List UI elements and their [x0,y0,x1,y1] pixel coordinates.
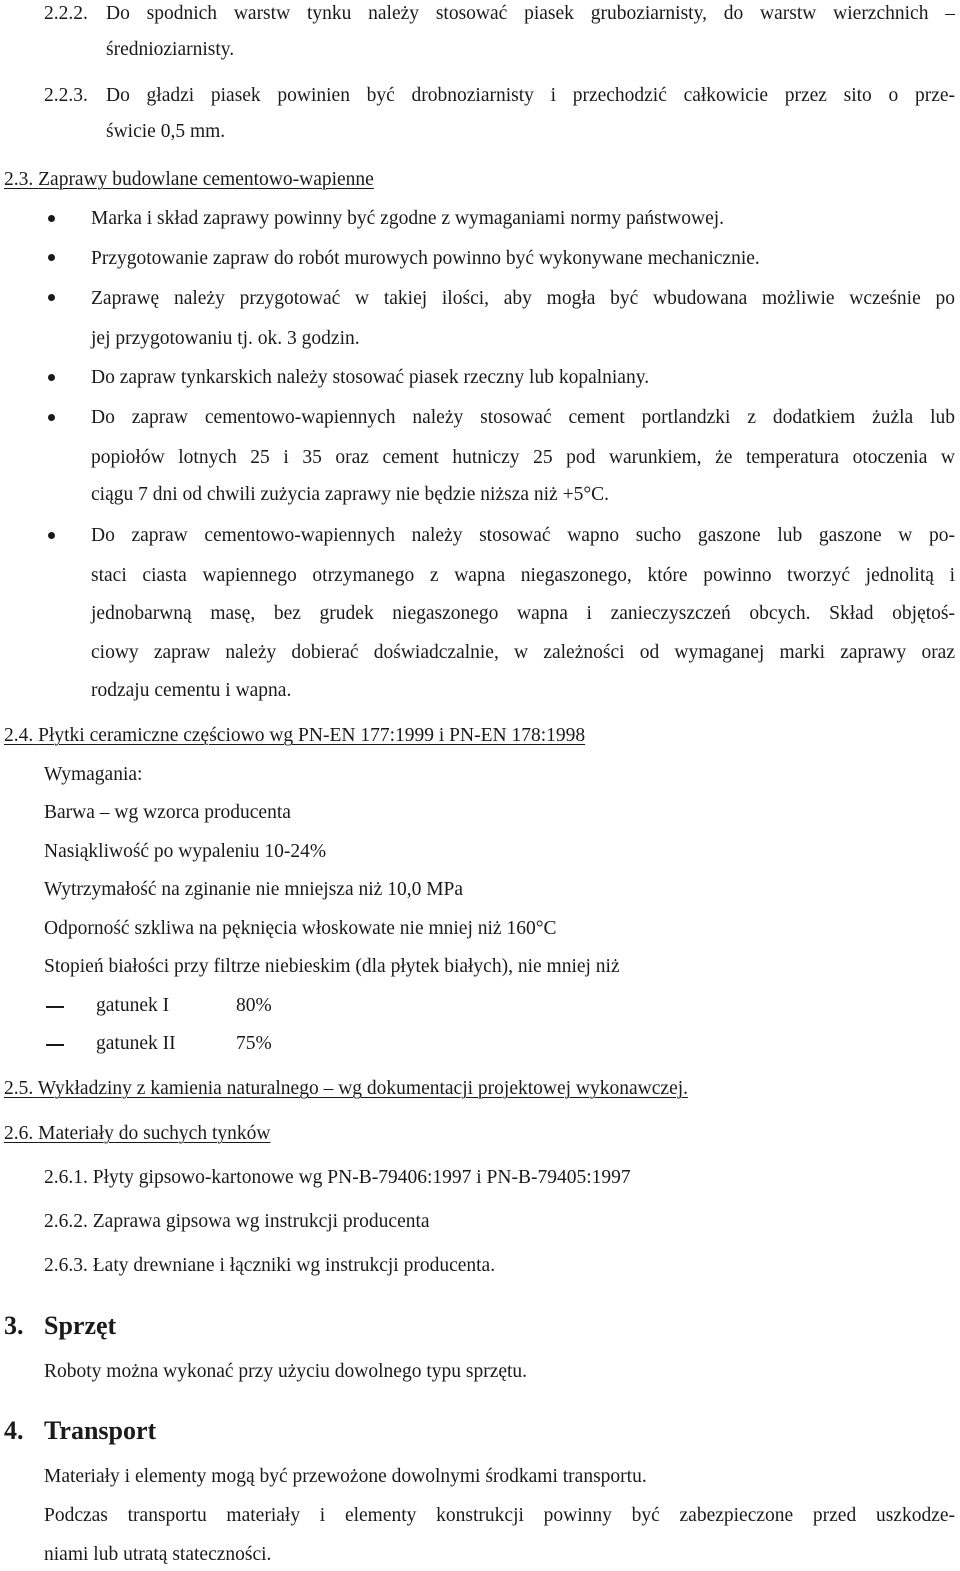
bullet-icon [48,215,55,222]
grade-name: gatunek II [96,1033,176,1054]
requirement-line: Barwa – wg wzorca producenta [44,802,291,823]
paragraph: Materiały i elementy mogą być przewożone dowolnymi środkami transportu. [44,1466,647,1487]
list-item-line: ciągu 7 dni od chwili zużycia zaprawy nie będzie niższa niż +5°C. [91,484,610,505]
section-heading [4,1124,270,1144]
section-title: Materiały do suchych tynków [38,1123,271,1144]
bullet-icon [48,532,55,539]
chapter-number: 3. [4,1311,24,1340]
sub-item: 2.6.3. Łaty drewniane i łączniki wg instrukcji producenta. [44,1255,496,1276]
bullet-icon [48,414,55,421]
chapter-number: 4. [4,1416,24,1445]
section-heading [4,170,374,190]
chapter-title: Transport [44,1416,157,1445]
grade-name: gatunek I [96,995,170,1016]
paragraph-line: średnioziarnisty. [106,39,235,60]
grade-value: 80% [236,995,272,1016]
paragraph-line: Do gładzi piasek powinien być drobnoziarnisty i przechodzić całkowicie przez sito o prze- [106,85,955,106]
section-number: 2.2.2. [44,3,88,24]
section-number: 2.6. [4,1123,34,1144]
section-number: 2.4. [4,725,34,746]
requirement-line: Odporność szkliwa na pęknięcia włoskowate nie mniej niż 160°C [44,918,557,939]
section-title: Płytki ceramiczne częściowo wg PN-EN 177:1999 i PN-EN 178:1998 [38,725,586,746]
section-number: 2.5. [4,1078,34,1099]
list-item: Zaprawę należy przygotować w takiej ilości, aby mogła być wbudowana możliwie wcześnie po [91,288,955,309]
list-item: Przygotowanie zapraw do robót murowych powinno być wykonywane mechanicznie. [91,248,760,269]
paragraph: Roboty można wykonać przy użyciu dowolnego typu sprzętu. [44,1361,528,1382]
bullet-icon [48,254,55,261]
grade-value: 75% [236,1033,272,1054]
paragraph-line: świcie 0,5 mm. [106,121,226,142]
section-heading [4,1079,688,1099]
paragraph-line: Podczas transportu materiały i elementy konstrukcji powinny być zabezpieczone przed uszkodze- [44,1505,955,1526]
requirements-label: Wymagania: [44,764,143,785]
requirement-line: Stopień białości przy filtrze niebieskim (dla płytek białych), nie mniej niż [44,956,620,977]
list-item-line: jej przygotowaniu tj. ok. 3 godzin. [91,328,360,349]
list-item-line: ciowy zapraw należy dobierać doświadczalnie, w zależności od wymaganej marki zaprawy oraz [91,642,955,663]
list-item-line: popiołów lotnych 25 i 35 oraz cement hutniczy 25 pod warunkiem, że temperatura otoczenia w [91,447,955,468]
list-item-line: staci ciasta wapiennego otrzymanego z wapna niegaszonego, które powinno tworzyć jednolitą i [91,565,955,586]
paragraph-line: niami lub utratą stateczności. [44,1544,272,1565]
list-item: Do zapraw cementowo-wapiennych należy stosować cement portlandzki z dodatkiem żużla lub [91,407,955,428]
section-number: 2.3. [4,169,34,190]
paragraph-line: Do spodnich warstw tynku należy stosować piasek gruboziarnisty, do warstw wierzchnich – [106,3,955,24]
section-number: 2.2.3. [44,85,88,106]
bullet-icon [48,294,55,301]
list-item-line: rodzaju cementu i wapna. [91,680,292,701]
bullet-icon [48,374,55,381]
requirement-line: Wytrzymałość na zginanie nie mniejsza niż 10,0 MPa [44,879,464,900]
list-item: Do zapraw cementowo-wapiennych należy stosować wapno sucho gaszone lub gaszone w po- [91,525,955,546]
section-heading [4,726,585,746]
sub-item: 2.6.2. Zaprawa gipsowa wg instrukcji producenta [44,1211,430,1232]
sub-item: 2.6.1. Płyty gipsowo-kartonowe wg PN-B-79406:1997 i PN-B-79405:1997 [44,1167,631,1188]
list-item: Marka i skład zaprawy powinny być zgodne z wymaganiami normy państwowej. [91,208,725,229]
section-title: Wykładziny z kamienia naturalnego – wg dokumentacji projektowej wykonawczej. [37,1078,689,1099]
dash-icon [46,1044,64,1046]
chapter-title: Sprzęt [44,1311,117,1340]
dash-icon [46,1006,64,1008]
section-title: Zaprawy budowlane cementowo-wapienne [38,169,374,190]
requirement-line: Nasiąkliwość po wypaleniu 10-24% [44,841,327,862]
list-item: Do zapraw tynkarskich należy stosować piasek rzeczny lub kopalniany. [91,367,650,388]
list-item-line: jednobarwną masę, bez grudek niegaszonego wapna i zanieczyszczeń obcych. Skład objętoś- [91,603,955,624]
